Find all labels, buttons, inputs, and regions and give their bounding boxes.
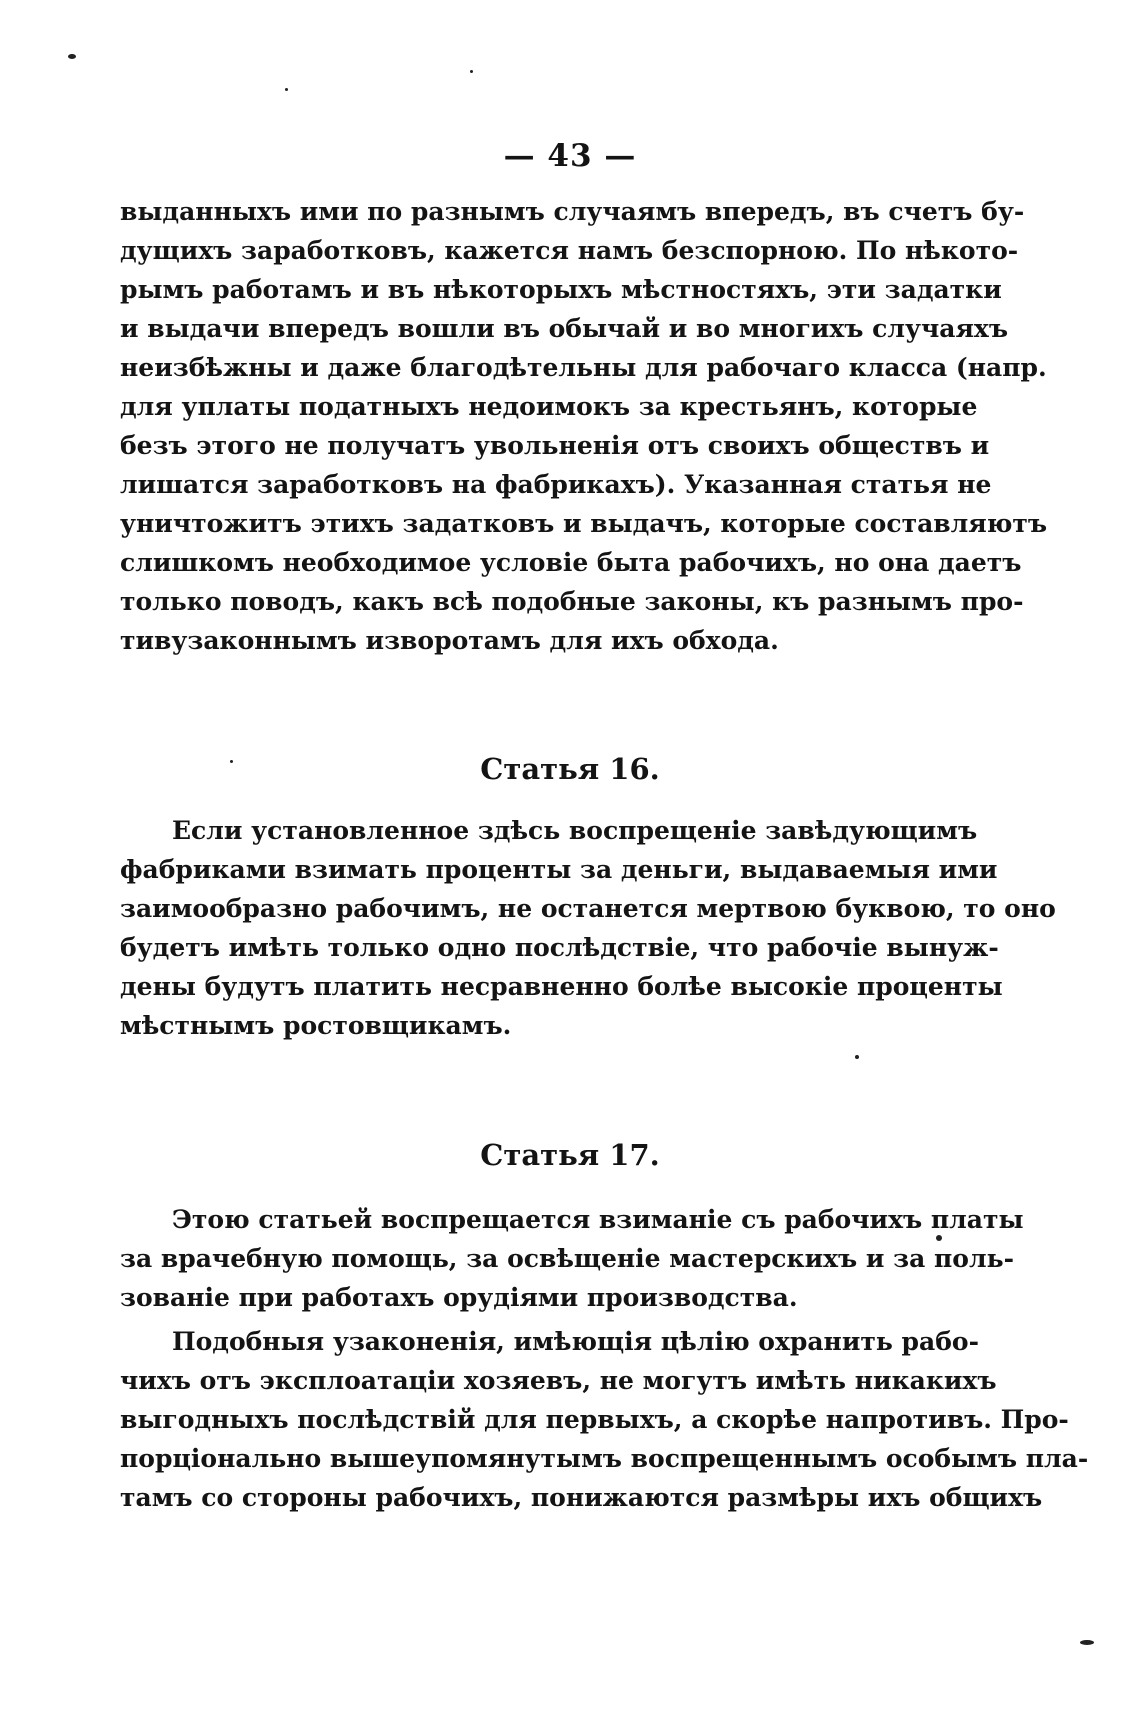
text-line: рымъ работамъ и въ нѣкоторыхъ мѣстностяхъ, эти задатки [120,275,1002,304]
article-17-paragraph-2 [120,1322,1089,1517]
text-line: неизбѣжны и даже благодѣтельны для рабочаго класса (напр. [120,353,1047,382]
article-16-paragraph [120,811,1056,1045]
scan-speck [936,1235,942,1241]
article-17-heading: Статья 17. [480,1138,660,1172]
text-line: дущихъ заработковъ, кажется намъ безспорною. По нѣкото- [120,236,1019,265]
text-line: Подобныя узаконенія, имѣющія цѣлію охранить рабо- [172,1327,979,1356]
text-line: безъ этого не получатъ увольненія отъ своихъ обществъ и [120,431,990,460]
text-line: тивузаконнымъ изворотамъ для ихъ обхода. [120,626,779,655]
text-line: выгодныхъ послѣдствій для первыхъ, а скорѣе напротивъ. Про- [120,1405,1069,1434]
text-line: выданныхъ ими по разнымъ случаямъ впередъ, въ счетъ бу- [120,197,1025,226]
text-line: тамъ со стороны рабочихъ, понижаются размѣры ихъ общихъ [120,1483,1043,1512]
scan-speck [230,760,233,763]
text-line: только поводъ, какъ всѣ подобные законы, къ разнымъ про- [120,587,1024,616]
scan-speck [68,54,76,59]
page-number: — 43 — [503,138,637,174]
text-line: будетъ имѣть только одно послѣдствіе, что рабочіе вынуж- [120,933,999,962]
text-line: чихъ отъ эксплоатаціи хозяевъ, не могутъ имѣть никакихъ [120,1366,997,1395]
text-line: Если установленное здѣсь воспрещеніе завѣдующимъ [172,816,978,845]
text-line: фабриками взимать проценты за деньги, выдаваемыя ими [120,855,998,884]
text-line: зованіе при работахъ орудіями производства. [120,1283,798,1312]
text-line: уничтожитъ этихъ задатковъ и выдачъ, которые составляютъ [120,509,1048,538]
article-16-heading: Статья 16. [480,752,660,786]
text-line: и выдачи впередъ вошли въ обычай и во многихъ случаяхъ [120,314,1009,343]
scan-speck [285,88,288,91]
scan-speck [1080,1640,1094,1645]
text-line: заимообразно рабочимъ, не останется мертвою буквою, то оно [120,894,1056,923]
text-line: для уплаты податныхъ недоимокъ за крестьянъ, которые [120,392,978,421]
scan-speck [470,70,473,73]
text-line: порціонально вышеупомянутымъ воспрещеннымъ особымъ пла- [120,1444,1089,1473]
text-line: мѣстнымъ ростовщикамъ. [120,1011,512,1040]
text-line: слишкомъ необходимое условіе быта рабочихъ, но она даетъ [120,548,1022,577]
text-line: лишатся заработковъ на фабрикахъ). Указанная статья не [120,470,992,499]
scan-speck [855,1055,859,1059]
text-line: за врачебную помощь, за освѣщеніе мастерскихъ и за поль- [120,1244,1014,1273]
text-line: дены будутъ платить несравненно болѣе высокіе проценты [120,972,1003,1001]
article-17-paragraph-1 [120,1200,1024,1317]
text-line: Этою статьей воспрещается взиманіе съ рабочихъ платы [172,1205,1024,1234]
paragraph-continuation [120,192,1048,660]
